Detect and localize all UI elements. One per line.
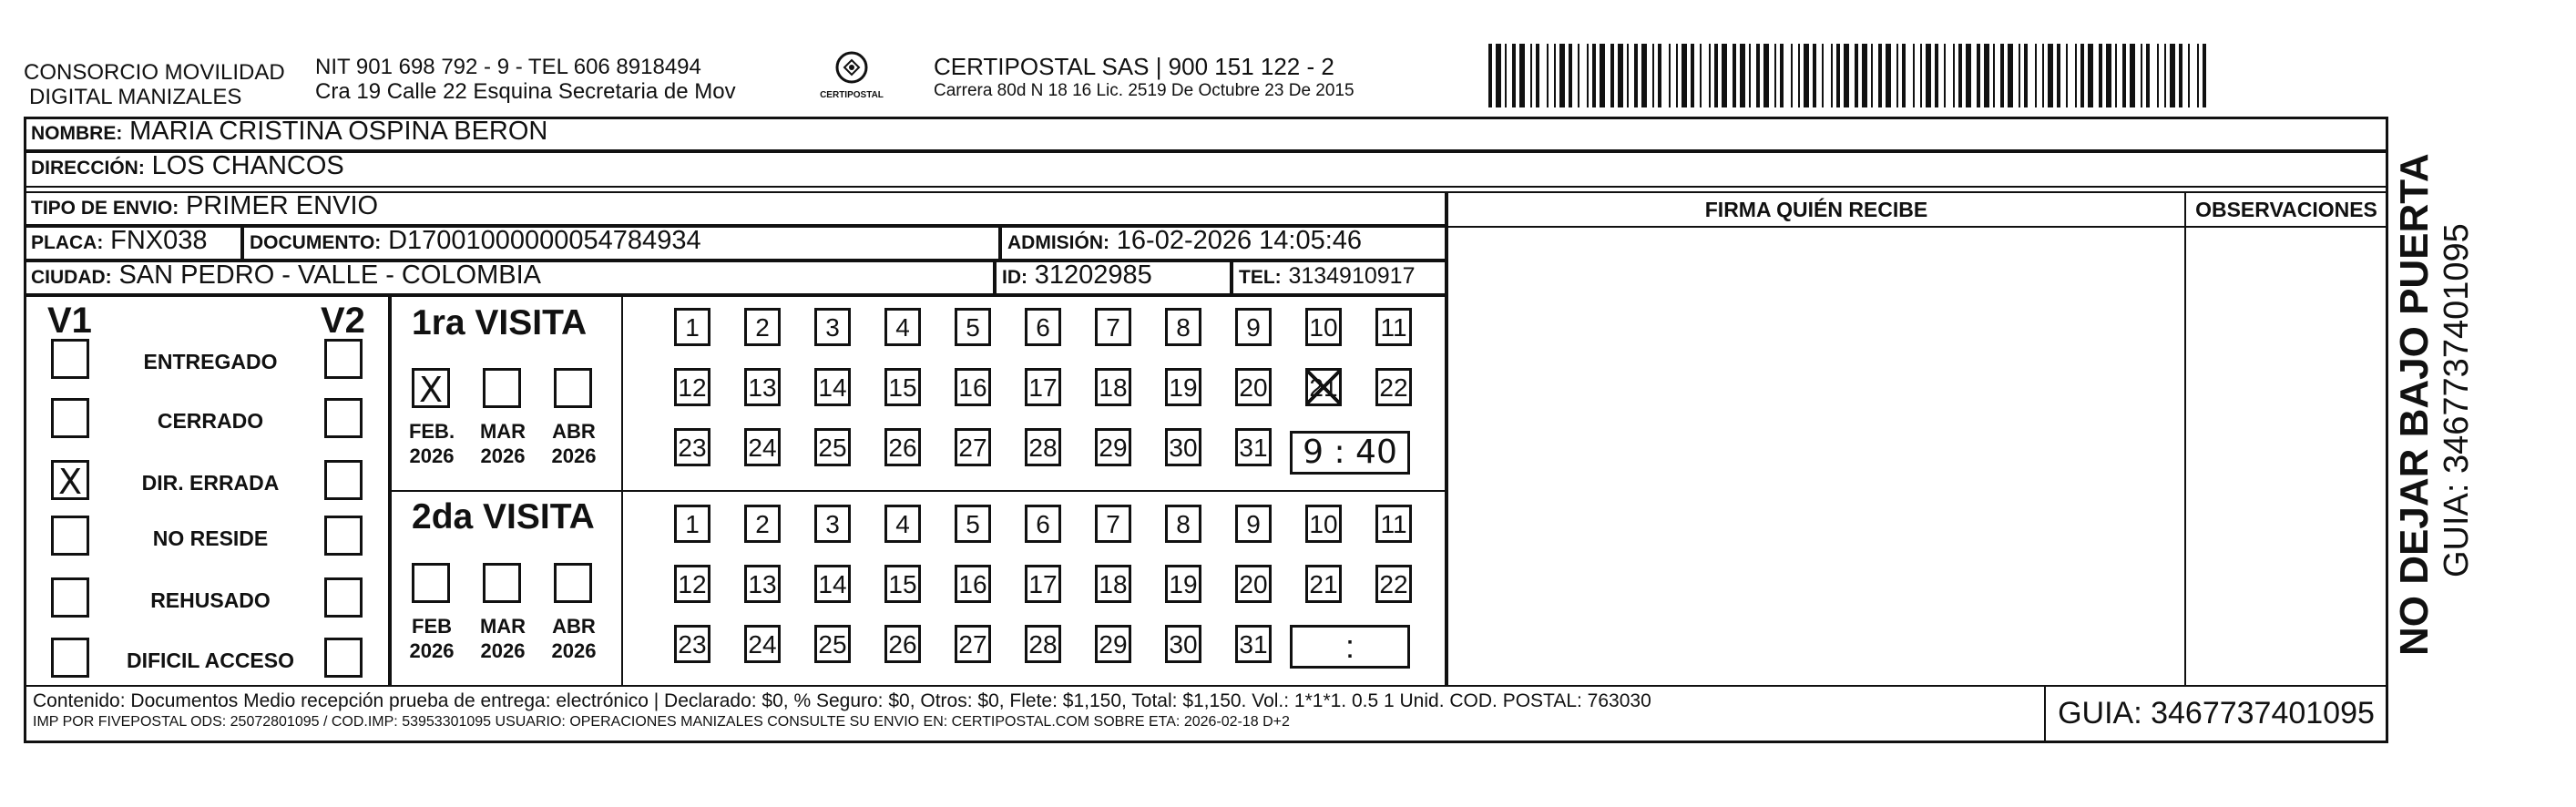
day-box[interactable]: 6 [1025,308,1061,346]
day-box[interactable]: 3 [814,505,851,543]
visit1-time[interactable]: 9 : 40 [1290,431,1410,475]
barcode-bar [1505,44,1507,107]
day-box[interactable]: 10 [1305,308,1342,346]
day-box[interactable]: 1 [674,308,710,346]
status-label: NO RESIDE [152,526,269,550]
documento-cell [242,226,1000,260]
barcode-bar [1902,44,1906,107]
day-box[interactable]: 18 [1095,565,1131,603]
day-box[interactable]: 29 [1095,625,1131,663]
day-box[interactable]: 27 [955,625,991,663]
day-box[interactable]: 4 [884,505,921,543]
barcode-bar [1682,44,1687,107]
id-value: 31202985 [1034,260,1152,290]
visit2-time[interactable]: : [1290,625,1410,669]
logo-text: CERTIPOSTAL [820,90,884,100]
v2-checkbox[interactable] [324,516,363,556]
id-label: ID: [1002,267,1027,288]
day-box[interactable]: 11 [1375,505,1412,543]
tipo-row [24,191,1446,226]
day-box[interactable]: 30 [1165,625,1201,663]
barcode-bar [2035,44,2037,107]
barcode-bar [2130,44,2135,107]
barcode-bar [1862,44,1867,107]
barcode-bar [1780,44,1784,107]
day-box[interactable]: 10 [1305,505,1342,543]
day-box[interactable]: 29 [1095,428,1131,466]
barcode-bar [1536,44,1539,107]
barcode-bar [1600,44,1605,107]
day-box[interactable]: 6 [1025,505,1061,543]
day-box[interactable]: 2 [744,505,781,543]
barcode-bar [2115,44,2117,107]
month-name: ABR [552,615,596,638]
v2-checkbox[interactable] [324,577,363,618]
tipo-value: PRIMER ENVIO [185,191,379,220]
barcode-bar [1676,44,1678,107]
barcode-bar [2203,44,2206,107]
barcode-bar [1984,44,1989,107]
carrier-address: Carrera 80d N 18 16 Lic. 2519 De Octubre 23 De 2015 [934,81,1354,100]
day-box[interactable]: 14 [814,368,851,406]
day-box[interactable]: 27 [955,428,991,466]
barcode-bar [2066,44,2068,107]
footer-line2: IMP POR FIVEPOSTAL ODS: 25072801095 / COD.IMP: 53953301095 USUARIO: OPERACIONES MANIZALES CONSULTE SU ENVIO EN: CERTIPOSTAL.COM SOBRE ETA: 2026-02-18 D+2 [33,714,1290,730]
day-box[interactable]: 14 [814,565,851,603]
month-label [547,614,601,663]
barcode-bar [1691,44,1694,107]
month-year: 2026 [480,639,526,662]
day-box[interactable]: 19 [1165,565,1201,603]
month-label [547,419,601,468]
status-label: CERRADO [157,409,264,433]
day-box[interactable]: 13 [744,565,781,603]
day-box[interactable]: 17 [1025,368,1061,406]
barcode-bar [1836,44,1840,107]
logo-emblem-icon [832,49,872,86]
v2-checkbox[interactable] [324,339,363,379]
barcode-bar [2197,44,2199,107]
barcode-bar [1878,44,1882,107]
barcode-bar [1798,44,1800,107]
day-box[interactable]: 22 [1375,368,1412,406]
barcode-bar [1714,44,1718,107]
barcode-bar [2106,44,2111,107]
v2-checkbox[interactable] [324,398,363,438]
day-box[interactable]: 15 [884,565,921,603]
barcode-bar [1926,44,1931,107]
id-cell [995,260,1232,295]
month-label [475,419,530,468]
tel-cell [1232,260,1446,295]
barcode-bar [1756,44,1760,107]
barcode-bar [1844,44,1849,107]
barcode-bar [1855,44,1858,107]
day-box[interactable]: 13 [744,368,781,406]
day-box[interactable]: 8 [1165,505,1201,543]
v2-checkbox[interactable] [324,638,363,678]
barcode-bar [1634,44,1638,107]
day-box[interactable]: 1 [674,505,710,543]
barcode-bar [1658,44,1661,107]
barcode-bar [1791,44,1793,107]
month-year: 2026 [551,639,597,662]
day-box[interactable]: 12 [674,368,710,406]
barcode-bar [1700,44,1702,107]
placa-value: FNX038 [110,226,208,255]
barcode-bar [1920,44,1922,107]
barcode-bar [1953,44,1955,107]
direccion-value: LOS CHANCOS [151,151,344,180]
barcode-bar [1977,44,1980,107]
observaciones-label: OBSERVACIONES [2186,193,2387,228]
month-name: ABR [552,420,596,443]
day-box[interactable]: 26 [884,428,921,466]
barcode-bar [1913,44,1915,107]
day-box[interactable]: 21 [1305,368,1342,406]
nit-line: NIT 901 698 792 - 9 - TEL 606 8918494 [315,55,701,79]
barcode-bar [2188,44,2190,107]
direccion-row [24,151,2388,188]
barcode-bar [2164,44,2166,107]
day-box[interactable]: 3 [814,308,851,346]
month-year: 2026 [480,444,526,467]
barcode-bar [1488,44,1492,107]
day-box[interactable]: 20 [1235,565,1272,603]
barcode-bar [1958,44,1962,107]
company-name-block [24,60,285,109]
barcode-bar [2024,44,2028,107]
barcode-bar [1886,44,1891,107]
day-box[interactable]: 15 [884,368,921,406]
company-name-line2: DIGITAL MANIZALES [29,85,242,109]
admision-value: 16-02-2026 14:05:46 [1116,226,1363,255]
barcode-bar [2075,44,2077,107]
day-box[interactable]: 20 [1235,368,1272,406]
nombre-row [24,117,2388,151]
ciudad-label: CIUDAD: [31,267,112,288]
day-box[interactable]: 17 [1025,565,1061,603]
barcode-bar [1813,44,1816,107]
barcode-bar [1627,44,1629,107]
direccion-label: DIRECCIÓN: [31,158,145,179]
v1-checkbox[interactable] [51,638,89,678]
tel-label: TEL: [1239,267,1282,288]
ciudad-value: SAN PEDRO - VALLE - COLOMBIA [118,260,542,290]
barcode-bar [1592,44,1596,107]
tel-value: 3134910917 [1288,263,1416,289]
day-box[interactable]: 16 [955,368,991,406]
barcode-bar [2122,44,2126,107]
day-box[interactable]: 31 [1235,625,1272,663]
day-box[interactable]: 26 [884,625,921,663]
barcode-bar [2179,44,2182,107]
tipo-label: TIPO DE ENVIO: [31,198,179,219]
v1-label: V1 [47,301,92,341]
barcode-bar [1749,44,1751,107]
barcode-bar [1709,44,1711,107]
barcode-bar [1652,44,1654,107]
day-box[interactable]: 9 [1235,308,1272,346]
barcode-bar [1578,44,1579,107]
firma-label: FIRMA QUIÉN RECIBE [1448,193,2184,228]
barcode-bar [1554,44,1556,107]
barcode-bar [2042,44,2044,107]
barcode-bar [1519,44,1525,107]
barcode-bar [2057,44,2060,107]
month-checkbox[interactable] [483,368,521,408]
admision-label: ADMISIÓN: [1007,232,1109,253]
status-label: DIFICIL ACCESO [126,649,294,672]
day-box[interactable]: 7 [1095,505,1131,543]
status-label: ENTREGADO [143,350,278,373]
certipostal-logo [815,49,888,100]
barcode-bar [1496,44,1501,107]
company-contact-block [315,55,736,104]
barcode-bar [1610,44,1614,107]
barcode-bar [1966,44,1971,107]
ciudad-cell [24,260,995,295]
barcode-bar [1804,44,1809,107]
barcode [1485,44,2213,107]
day-box[interactable]: 22 [1375,565,1412,603]
month-year: 2026 [409,444,455,467]
barcode-bar [1740,44,1745,107]
barcode-bar [2099,44,2102,107]
day-box[interactable]: 4 [884,308,921,346]
day-box[interactable]: 16 [955,565,991,603]
day-box[interactable]: 5 [955,308,991,346]
day-box[interactable]: 7 [1095,308,1131,346]
barcode-bar [2008,44,2013,107]
barcode-bar [1587,44,1589,107]
month-year: 2026 [409,639,455,662]
day-box[interactable]: 25 [814,625,851,663]
v1-checkbox[interactable]: X [51,460,89,500]
placa-cell [24,226,242,260]
status-label: REHUSADO [150,588,271,612]
carrier-block [934,53,1354,101]
barcode-bar [1871,44,1873,107]
status-label: DIR. ERRADA [141,471,280,495]
barcode-bar [2157,44,2159,107]
day-box[interactable]: 23 [674,428,710,466]
barcode-bar [2080,44,2084,107]
day-box[interactable]: 31 [1235,428,1272,466]
month-name: FEB [412,615,452,638]
nombre-label: NOMBRE: [31,123,123,144]
day-box[interactable]: 21 [1305,565,1342,603]
day-box[interactable]: 25 [814,428,851,466]
barcode-bar [1935,44,1938,107]
visit2-title: 2da VISITA [412,497,595,536]
month-label [404,614,459,663]
v2-label: V2 [321,301,365,341]
placa-label: PLACA: [31,232,104,253]
barcode-bar [2000,44,2004,107]
barcode-bar [1822,44,1824,107]
side-guia-text: GUIA: 3467737401095 [2438,223,2476,577]
footer-line1: Contenido: Documentos Medio recepción prueba de entrega: electrónico | Declarado: $0, % Seguro: $0, Otros: $0, Flete: $1,150, Total: $1,150. Vol.: 1*1*1. 0.5 1 Unid. COD. POSTAL: 763030 [33,690,1651,711]
barcode-bar [2019,44,2020,107]
no-dejar-text: NO DEJAR BAJO PUERTA [2392,153,2437,656]
month-checkbox[interactable] [554,368,592,408]
barcode-bar [2170,44,2175,107]
month-name: FEB. [408,420,455,443]
address-line: Cra 19 Calle 22 Esquina Secretaria de Mov [315,79,736,104]
barcode-bar [1722,44,1727,107]
day-box[interactable]: 28 [1025,428,1061,466]
v1-checkbox[interactable] [51,339,89,379]
day-box[interactable]: 12 [674,565,710,603]
barcode-bar [1896,44,1898,107]
day-box[interactable]: 30 [1165,428,1201,466]
day-box[interactable]: 19 [1165,368,1201,406]
month-name: MAR [479,420,526,443]
barcode-bar [1547,44,1549,107]
month-checkbox[interactable]: X [412,368,450,408]
day-box[interactable]: 18 [1095,368,1131,406]
v1-checkbox[interactable] [51,516,89,556]
day-box[interactable]: 8 [1165,308,1201,346]
day-box[interactable]: 11 [1375,308,1412,346]
day-box[interactable]: 5 [955,505,991,543]
nombre-value: MARIA CRISTINA OSPINA BERON [129,117,548,146]
firma-box [1446,191,2186,687]
v1-checkbox[interactable] [51,398,89,438]
month-label [475,614,530,663]
barcode-bar [1530,44,1532,107]
visit1-title: 1ra VISITA [412,303,588,342]
barcode-bar [1618,44,1623,107]
barcode-bar [1512,44,1516,107]
month-year: 2026 [551,444,597,467]
month-checkbox[interactable] [554,563,592,603]
barcode-bar [1831,44,1833,107]
day-box[interactable]: 24 [744,428,781,466]
month-name: MAR [479,615,526,638]
barcode-bar [1669,44,1671,107]
v1-checkbox[interactable] [51,577,89,618]
barcode-bar [2048,44,2053,107]
admision-cell [1000,226,1446,260]
footer-guia-box: GUIA: 3467737401095 [2044,685,2388,743]
barcode-bar [2146,44,2150,107]
carrier-line: CERTIPOSTAL SAS | 900 151 122 - 2 [934,53,1334,80]
documento-label: DOCUMENTO: [250,232,382,253]
day-box[interactable]: 2 [744,308,781,346]
month-checkbox[interactable] [483,563,521,603]
barcode-bar [1733,44,1736,107]
day-box[interactable]: 9 [1235,505,1272,543]
barcode-bar [1559,44,1565,107]
documento-value: D17001000000054784934 [388,226,701,255]
month-label [404,419,459,468]
barcode-bar [2088,44,2093,107]
barcode-bar [1944,44,1946,107]
v2-checkbox[interactable] [324,460,363,500]
month-checkbox[interactable] [412,563,450,603]
barcode-bar [1774,44,1776,107]
day-box[interactable]: 24 [744,625,781,663]
observaciones-box [2184,191,2388,687]
barcode-bar [1993,44,1995,107]
footer-content-box [24,685,2046,743]
day-box[interactable]: 23 [674,625,710,663]
barcode-bar [1763,44,1769,107]
day-box[interactable]: 28 [1025,625,1061,663]
company-name-line1: CONSORCIO MOVILIDAD [24,60,285,85]
barcode-bar [2141,44,2142,107]
barcode-bar [1569,44,1572,107]
barcode-bar [1641,44,1647,107]
